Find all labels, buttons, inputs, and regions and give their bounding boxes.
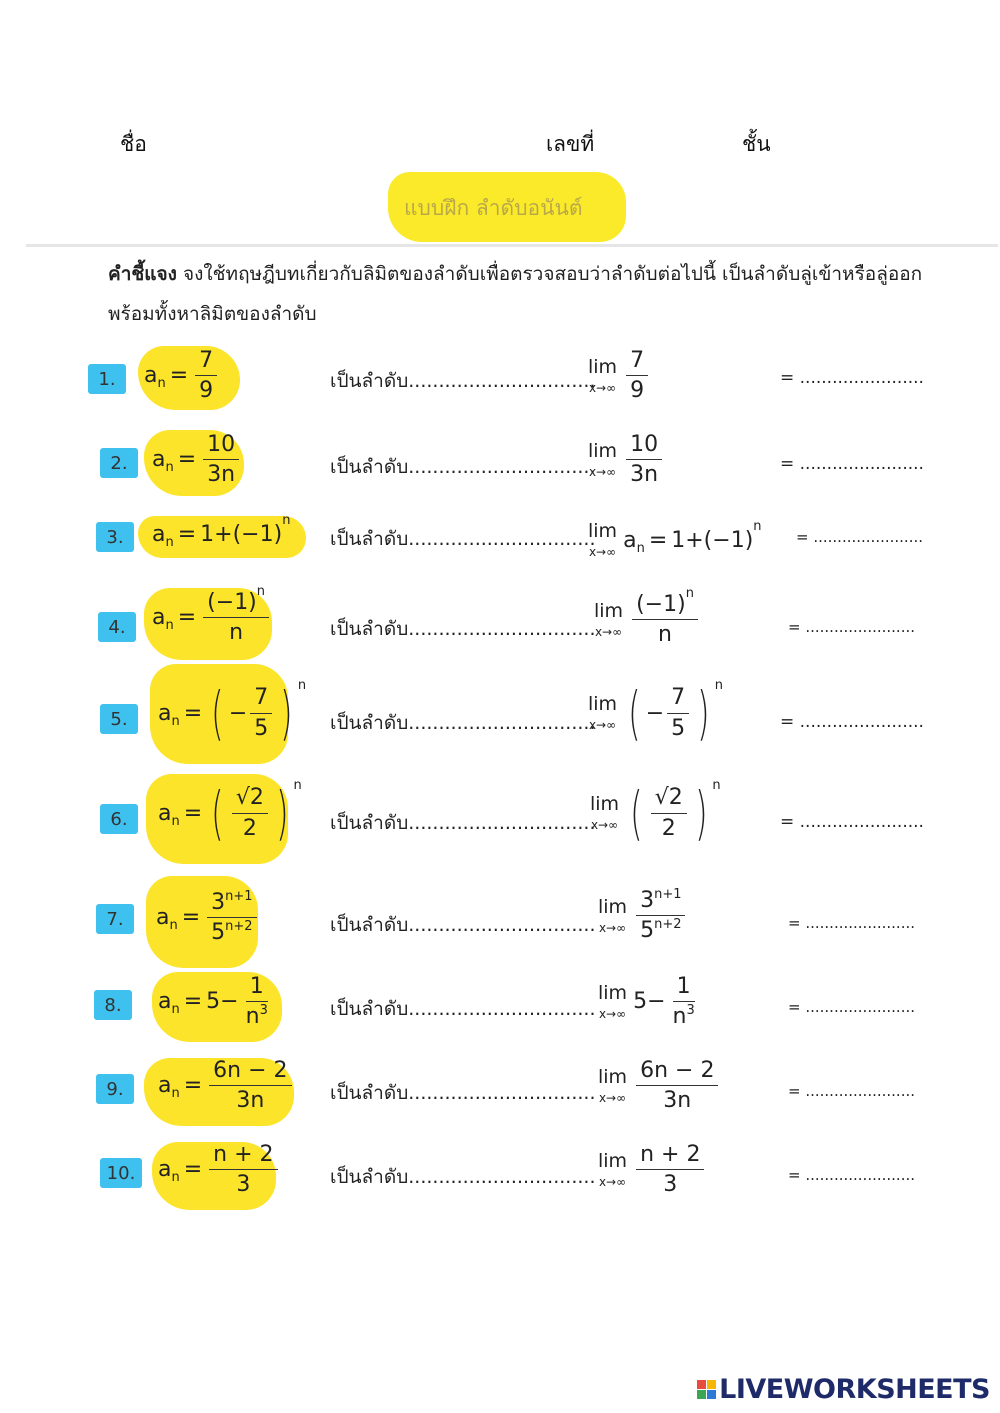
answer-blank[interactable]: เป็นลำดับ............................... [330,998,596,1020]
limit-expression: lim x→∞ ( $\frac{√2}{2}$ ) n [590,777,721,847]
problem-number: 4. [98,612,136,642]
problem-number: 8. [94,990,132,1020]
problem-number: 1. [88,364,126,394]
limit-expression: lim x→∞ $\frac{3^{n+1}}{5^{n+2}}$ [598,888,688,944]
instructions [108,254,928,334]
divider [26,244,998,247]
answer-blank[interactable]: เป็นลำดับ............................... [330,456,596,478]
limit-expression: lim x→∞ $\frac{6n - 2}{3n}$ [598,1058,721,1114]
sequence-expression: a n = $\frac{7}{9}$ [144,348,220,404]
instructions-text: จงใช้ทฤษฎีบทเกี่ยวกับลิมิตของลำดับเพื่อตรวจสอบว่าลำดับต่อไปนี้ เป็นลำดับลู่เข้าหรือลู่ออก พร้อมทั้งหาลิมิตของลำดับ [108,263,923,325]
limit-answer-blank[interactable]: = ....................... [780,368,924,388]
problem-number: 2. [100,448,138,478]
limit-answer-blank[interactable]: = ....................... [780,712,924,732]
class-label: ชั้น [742,132,771,156]
limit-expression: lim x→∞ 5− $\frac{1}{n^3}$ [598,974,695,1030]
answer-blank[interactable]: เป็นลำดับ............................... [330,812,596,834]
answer-blank[interactable]: เป็นลำดับ............................... [330,1082,596,1104]
sequence-expression: a n = ( $\frac{√2}{2}$ ) n [158,777,302,847]
answer-blank[interactable]: เป็นลำดับ............................... [330,914,596,936]
limit-answer-blank[interactable]: = ....................... [788,1166,916,1184]
limit-expression: lim x→∞ $\frac{(-1)^n}{n}$ [594,592,701,648]
answer-blank[interactable]: เป็นลำดับ............................... [330,370,596,392]
answer-blank[interactable]: เป็นลำดับ............................... [330,712,596,734]
worksheet-title: แบบฝึก ลำดับอนันต์ [404,196,583,220]
sequence-expression: a n = ( − $\frac{7}{5}$ ) n [158,677,307,747]
problem-number: 3. [96,522,134,552]
sequence-expression: a n = $\frac{3^{n+1}}{5^{n+2}}$ [156,890,260,946]
liveworksheets-logo [697,1374,990,1405]
problem-number: 5. [100,704,138,734]
logo-text: LIVEWORKSHEETS [719,1374,990,1405]
limit-expression: lim x→∞ $\frac{10}{3n}$ [588,432,665,488]
sequence-expression: a n = $\frac{(-1)^n}{n}$ [152,590,272,646]
limit-answer-blank[interactable]: = ....................... [788,914,916,932]
answer-blank[interactable]: เป็นลำดับ............................... [330,618,596,640]
number-label: เลขที่ [546,132,595,156]
limit-expression: lim x→∞ $\frac{7}{9}$ [588,348,651,404]
sequence-expression: a n = 1+(−1) n [152,513,291,550]
limit-expression: lim x→∞ $\frac{n + 2}{3}$ [598,1142,707,1198]
limit-answer-blank[interactable]: = ....................... [788,618,916,636]
problem-number: 6. [100,804,138,834]
problem-number: 10. [100,1158,142,1188]
sequence-expression: a n = $\frac{10}{3n}$ [152,432,242,488]
sequence-expression: a n = $\frac{6n - 2}{3n}$ [158,1058,295,1114]
limit-answer-blank[interactable]: = ....................... [788,1082,916,1100]
instructions-heading: คำชี้แจง [108,263,177,285]
answer-blank[interactable]: เป็นลำดับ............................... [330,1166,596,1188]
limit-answer-blank[interactable]: = ....................... [780,812,924,832]
limit-answer-blank[interactable]: = ....................... [780,454,924,474]
logo-icon [697,1380,716,1399]
problem-number: 7. [96,904,134,934]
limit-answer-blank[interactable]: = ....................... [796,528,924,546]
name-label: ชื่อ [120,132,147,156]
limit-expression: lim x→∞ ( − $\frac{7}{5}$ ) n [588,677,724,747]
answer-blank[interactable]: เป็นลำดับ............................... [330,528,596,550]
problem-number: 9. [96,1074,134,1104]
limit-expression: lim x→∞ a n = 1+(−1) n [588,518,762,559]
sequence-expression: a n = $\frac{n + 2}{3}$ [158,1142,281,1198]
limit-answer-blank[interactable]: = ....................... [788,998,916,1016]
sequence-expression: a n = 5− $\frac{1}{n^3}$ [158,974,268,1030]
